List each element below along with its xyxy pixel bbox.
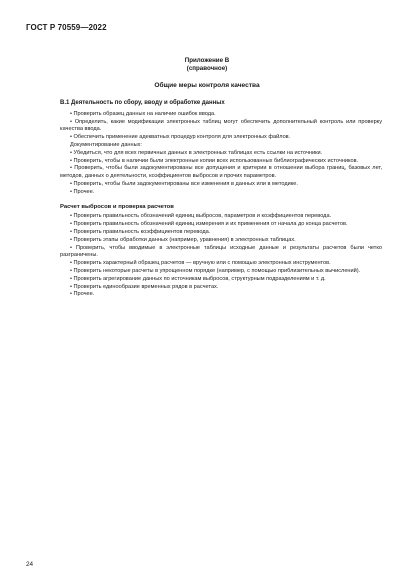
paragraph: • Проверить правильность обозначений единиц выбросов, параметров и коэффициентов перевода. <box>70 213 332 220</box>
document-body <box>60 100 382 299</box>
page-number: 24 <box>26 561 34 568</box>
document-code: ГОСТ Р 70559—2022 <box>26 23 107 32</box>
paragraph: • Прочее. <box>70 188 95 195</box>
appendix-note: (справочное) <box>186 65 228 72</box>
paragraph: • Прочее. <box>70 291 95 298</box>
paragraph: • Проверить правильность обозначений единиц измерения и их применения от начала до конца расчетов. <box>70 221 348 228</box>
paragraph: • Проверить, чтобы в наличии были электронные копии всех использованных библиографических источников. <box>70 157 359 164</box>
paragraph: • Проверить, чтобы вводимые в электронные таблицы исходные данные и результаты расчетов были четко разграничены. <box>60 244 382 259</box>
paragraph: • Убедиться, что для всех первичных данных в электронных таблицах есть ссылки на источники. <box>70 149 323 156</box>
appendix-heading: Общие меры контроля качества <box>154 82 260 89</box>
paragraph: • Проверить характерный образец расчетов — вручную или с помощью электронных инструментов. <box>70 260 331 267</box>
paragraph: • Проверить, чтобы были задокументированы все допущения и критерии в отношении выбора границ, базовых лет, методов, данных о деятельности, коэффициентов выбросов и прочих параметров. <box>60 165 382 180</box>
paragraph: • Проверить единообразие временных рядов в расчетах. <box>70 283 219 290</box>
paragraph: • Проверить агрегирование данных по источникам выбросов, структурным подразделениям и т. д. <box>70 275 326 282</box>
paragraph: • Проверить этапы обработки данных (например, уравнения) в электронных таблицах. <box>70 236 296 243</box>
subsection-heading: Расчет выбросов и проверка расчетов <box>60 203 174 210</box>
paragraph: • Проверить правильность коэффициентов перевода. <box>70 228 211 235</box>
paragraph: Документирование данных: <box>70 141 142 148</box>
appendix-title: Приложение В <box>184 57 230 64</box>
paragraph: • Обеспечить применение адекватных процедур контроля для электронных файлов. <box>70 134 291 141</box>
spacer <box>60 197 382 201</box>
paragraph: • Проверить образец данных на наличие ошибок ввода. <box>70 110 216 117</box>
section-heading: В.1 Деятельность по сбору, вводу и обработке данных <box>60 100 225 106</box>
paragraph: • Определить, какие модификации электронных таблиц могут обеспечить дополнительный контроль или проверку качества ввода. <box>60 118 382 133</box>
paragraph: • Проверить, чтобы были задокументированы все изменения в данных или в методике. <box>70 180 298 187</box>
paragraph: • Проверить некоторые расчеты в упрощенном порядке (например, с помощью приблизительных вычислений). <box>70 267 361 274</box>
